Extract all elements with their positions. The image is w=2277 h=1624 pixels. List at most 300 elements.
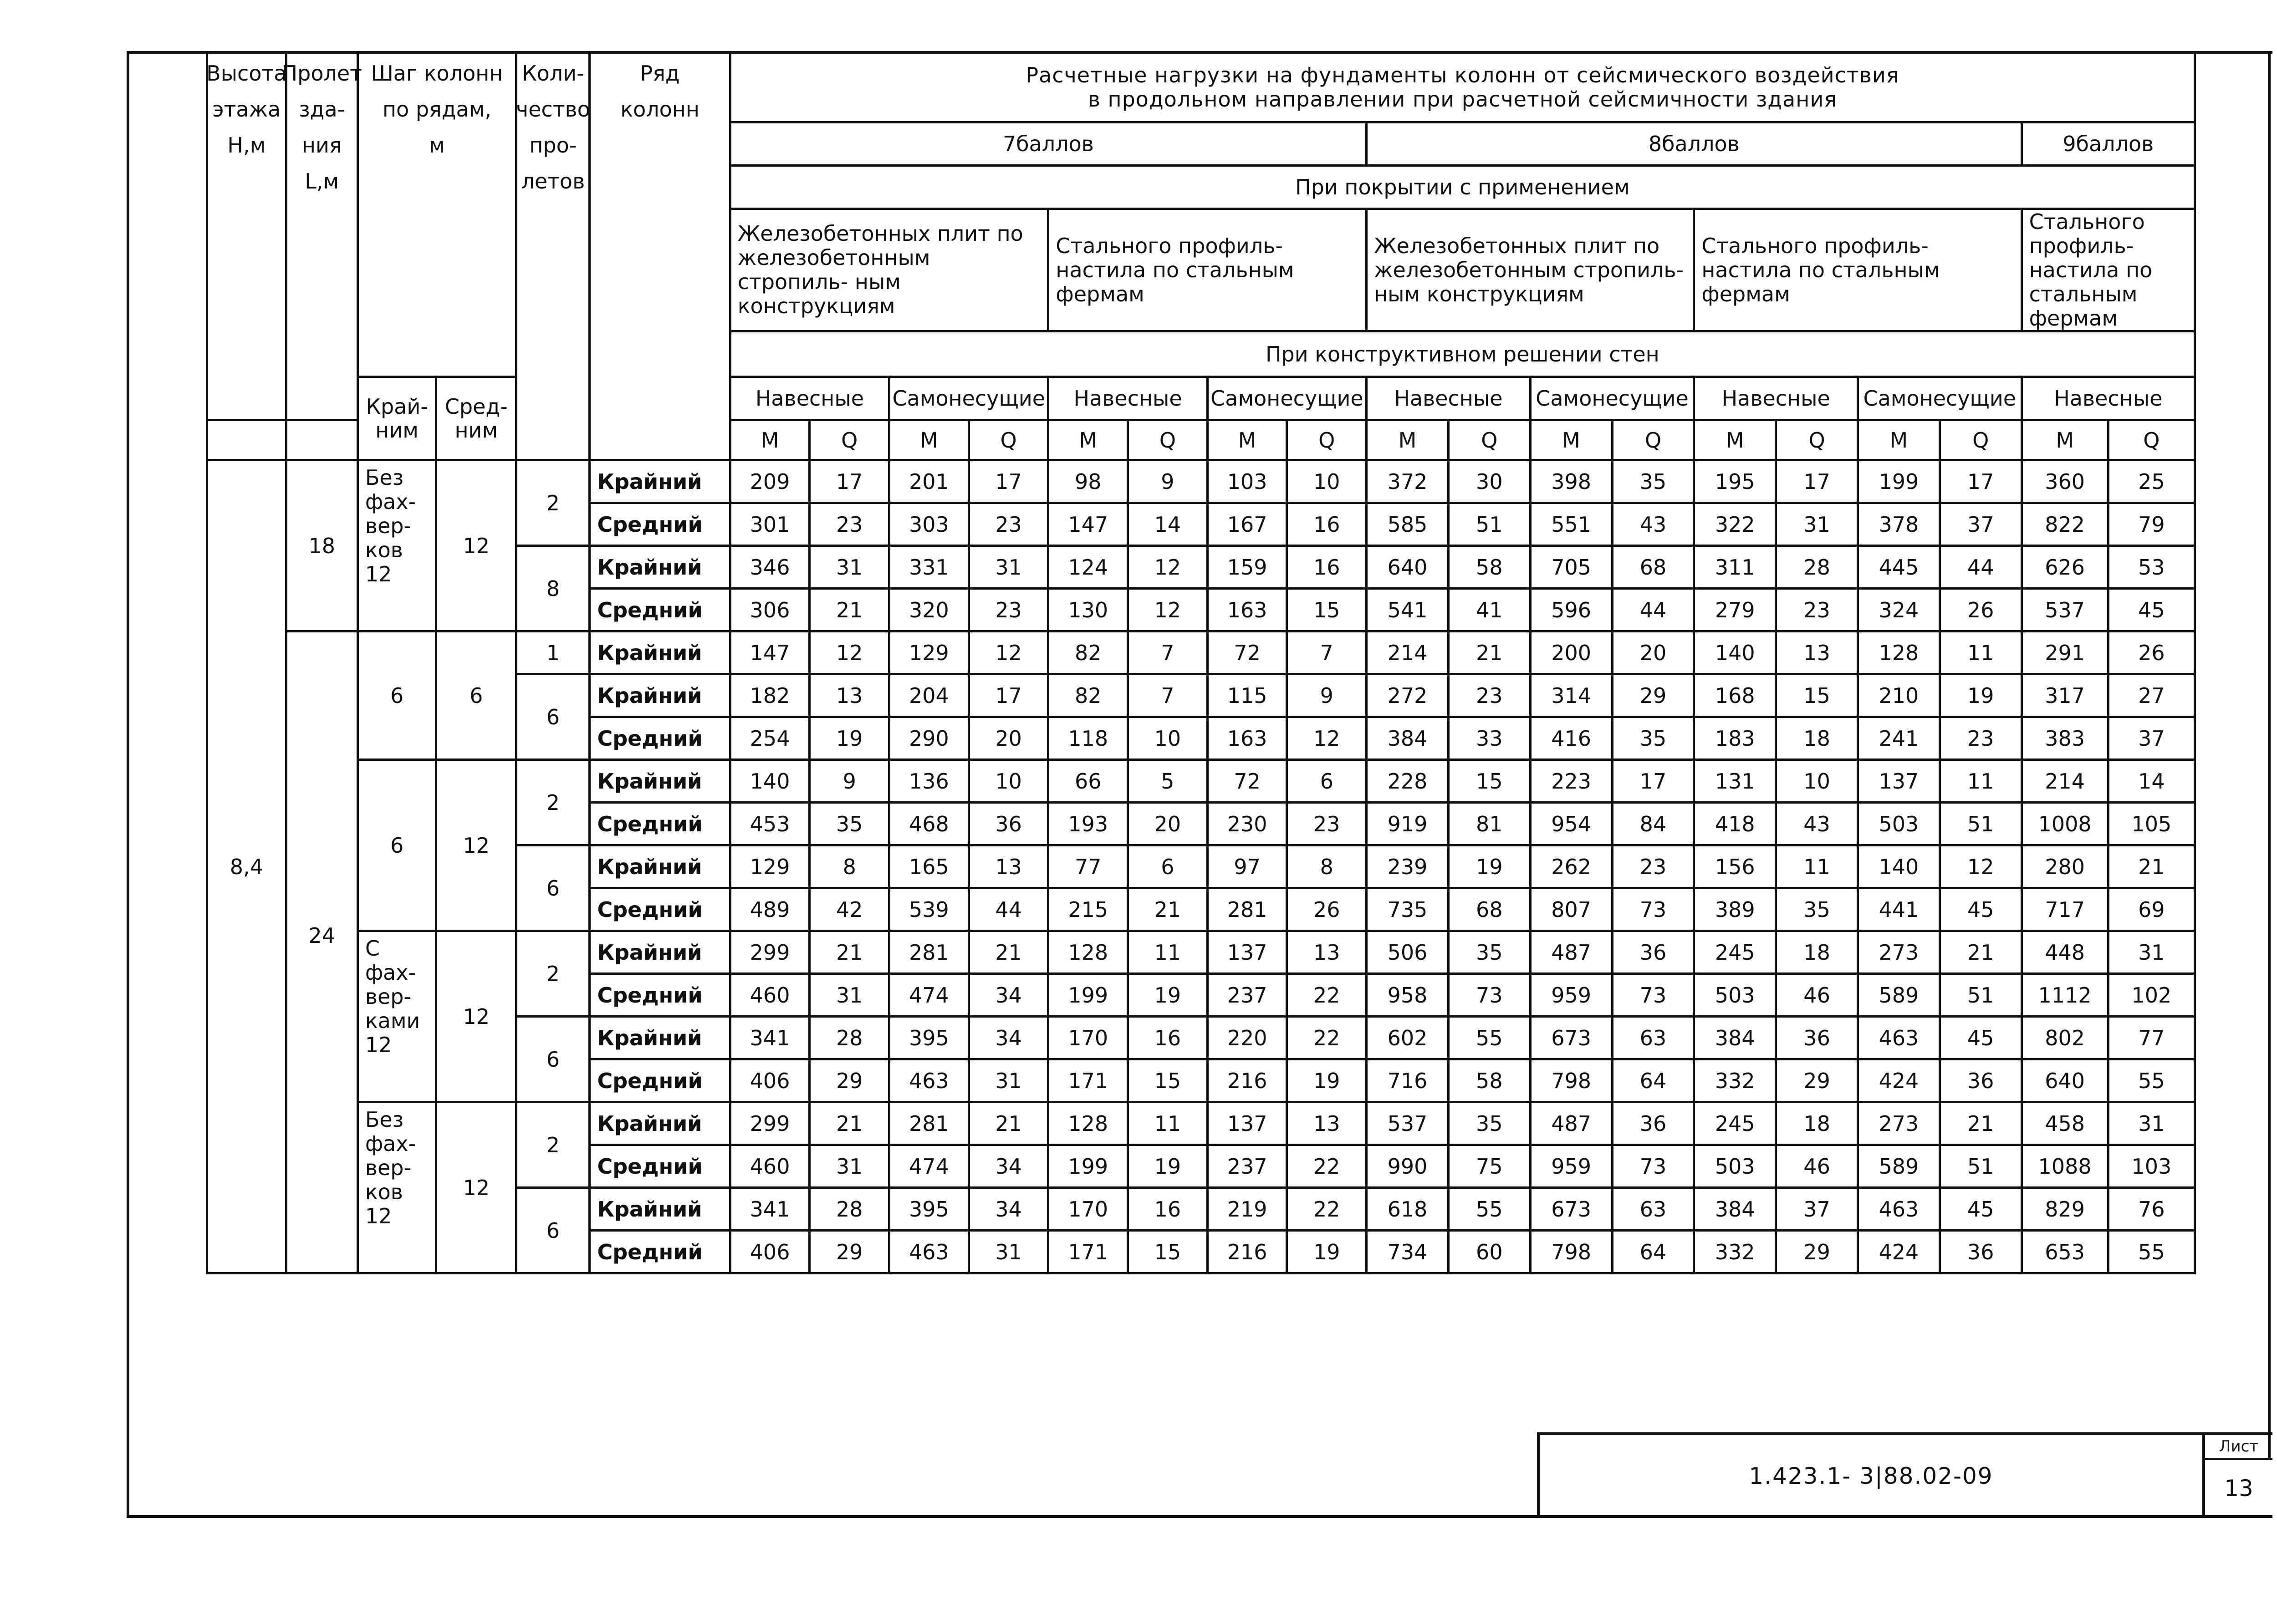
- mq-m: M: [1694, 420, 1776, 460]
- value-m: 241: [1858, 717, 1940, 760]
- span-count-cell: 6: [516, 1017, 590, 1102]
- value-m: 919: [1367, 803, 1449, 845]
- value-q: 20: [1128, 803, 1208, 845]
- value-q: 16: [1287, 503, 1367, 546]
- value-m: 317: [2022, 674, 2108, 717]
- column-row-label: Крайний: [590, 931, 730, 974]
- value-m: 489: [730, 888, 810, 931]
- value-q: 36: [969, 803, 1048, 845]
- column-row-label: Средний: [590, 974, 730, 1017]
- value-q: 23: [1776, 589, 1858, 631]
- value-q: 17: [810, 460, 889, 503]
- wall-selfbearing: Самонесущие: [1858, 377, 2022, 420]
- mq-q: Q: [810, 420, 889, 460]
- header-span-cont: [286, 420, 357, 460]
- value-m: 281: [889, 931, 969, 974]
- value-q: 6: [1287, 760, 1367, 803]
- value-m: 216: [1207, 1059, 1287, 1102]
- value-m: 585: [1367, 503, 1449, 546]
- floor-height-cell: 8,4: [207, 460, 286, 1273]
- value-m: 129: [730, 845, 810, 888]
- value-m: 445: [1858, 546, 1940, 589]
- value-m: 378: [1858, 503, 1940, 546]
- value-m: 82: [1048, 674, 1128, 717]
- value-m: 341: [730, 1188, 810, 1231]
- header-span: Пролет зда- ния L,м: [286, 52, 357, 420]
- value-m: 159: [1207, 546, 1287, 589]
- value-q: 23: [1940, 717, 2022, 760]
- value-m: 463: [1858, 1188, 1940, 1231]
- mq-m: M: [1048, 420, 1128, 460]
- value-q: 51: [1940, 803, 2022, 845]
- value-q: 64: [1612, 1231, 1694, 1273]
- value-q: 31: [810, 546, 889, 589]
- value-q: 11: [1128, 931, 1208, 974]
- value-m: 424: [1858, 1059, 1940, 1102]
- value-m: 137: [1207, 931, 1287, 974]
- value-m: 193: [1048, 803, 1128, 845]
- step-edge-cell: 6: [357, 760, 436, 931]
- value-q: 28: [810, 1017, 889, 1059]
- value-m: 990: [1367, 1145, 1449, 1188]
- value-q: 23: [1448, 674, 1530, 717]
- value-q: 28: [1776, 546, 1858, 589]
- value-q: 79: [2108, 503, 2195, 546]
- value-m: 165: [889, 845, 969, 888]
- span-count-cell: 1: [516, 631, 590, 674]
- value-m: 171: [1048, 1059, 1128, 1102]
- header-height-cont: [207, 420, 286, 460]
- cover-rc-7: Железобетонных плит по железобетонным стропиль- ным конструкциям: [730, 209, 1048, 331]
- mq-m: M: [1858, 420, 1940, 460]
- value-m: 147: [1048, 503, 1128, 546]
- value-q: 19: [1287, 1231, 1367, 1273]
- value-m: 331: [889, 546, 969, 589]
- value-m: 237: [1207, 1145, 1287, 1188]
- value-m: 416: [1530, 717, 1612, 760]
- value-q: 10: [1128, 717, 1208, 760]
- value-m: 673: [1530, 1017, 1612, 1059]
- value-q: 35: [810, 803, 889, 845]
- value-m: 311: [1694, 546, 1776, 589]
- value-m: 195: [1694, 460, 1776, 503]
- value-q: 36: [1776, 1017, 1858, 1059]
- value-q: 21: [969, 931, 1048, 974]
- value-q: 34: [969, 1188, 1048, 1231]
- value-q: 73: [1612, 974, 1694, 1017]
- value-q: 17: [969, 460, 1048, 503]
- value-m: 303: [889, 503, 969, 546]
- value-q: 31: [810, 1145, 889, 1188]
- header-step: Шаг колонн по рядам, м: [357, 52, 516, 377]
- span-count-cell: 6: [516, 1188, 590, 1273]
- value-q: 46: [1776, 974, 1858, 1017]
- value-m: 537: [2022, 589, 2108, 631]
- value-q: 58: [1448, 546, 1530, 589]
- value-q: 36: [1940, 1059, 2022, 1102]
- value-m: 424: [1858, 1231, 1940, 1273]
- value-m: 322: [1694, 503, 1776, 546]
- value-q: 36: [1612, 931, 1694, 974]
- value-q: 73: [1448, 974, 1530, 1017]
- step-middle-cell: 12: [436, 760, 516, 931]
- value-q: 22: [1287, 1145, 1367, 1188]
- step-edge-cell: С фах- вер- ками 12: [357, 931, 436, 1102]
- value-m: 167: [1207, 503, 1287, 546]
- value-q: 10: [1776, 760, 1858, 803]
- value-q: 13: [1287, 931, 1367, 974]
- wall-hinged: Навесные: [1367, 377, 1531, 420]
- value-q: 73: [1612, 1145, 1694, 1188]
- value-m: 418: [1694, 803, 1776, 845]
- value-m: 299: [730, 931, 810, 974]
- column-row-label: Крайний: [590, 1102, 730, 1145]
- value-q: 84: [1612, 803, 1694, 845]
- document-code: 1.423.1- 3|88.02-09: [1749, 1462, 1993, 1489]
- value-m: 798: [1530, 1231, 1612, 1273]
- mq-m: M: [730, 420, 810, 460]
- value-q: 11: [1940, 631, 2022, 674]
- value-m: 77: [1048, 845, 1128, 888]
- column-row-label: Крайний: [590, 460, 730, 503]
- span-count-cell: 6: [516, 674, 590, 760]
- value-q: 29: [1776, 1059, 1858, 1102]
- value-q: 7: [1287, 631, 1367, 674]
- value-q: 29: [810, 1231, 889, 1273]
- value-m: 98: [1048, 460, 1128, 503]
- value-m: 448: [2022, 931, 2108, 974]
- value-q: 6: [1128, 845, 1208, 888]
- value-q: 19: [1128, 974, 1208, 1017]
- cover-steel-8: Стального профиль- настила по стальным фермам: [1694, 209, 2022, 331]
- value-q: 11: [1128, 1102, 1208, 1145]
- value-q: 15: [1448, 760, 1530, 803]
- span-count-cell: 2: [516, 760, 590, 845]
- value-m: 137: [1858, 760, 1940, 803]
- value-m: 214: [1367, 631, 1449, 674]
- value-q: 51: [1940, 1145, 2022, 1188]
- value-q: 35: [1776, 888, 1858, 931]
- value-q: 8: [810, 845, 889, 888]
- column-row-label: Средний: [590, 717, 730, 760]
- value-m: 384: [1694, 1188, 1776, 1231]
- value-m: 384: [1694, 1017, 1776, 1059]
- value-q: 29: [810, 1059, 889, 1102]
- column-row-label: Крайний: [590, 546, 730, 589]
- column-row-label: Крайний: [590, 845, 730, 888]
- value-q: 64: [1612, 1059, 1694, 1102]
- value-q: 27: [2108, 674, 2195, 717]
- value-m: 1008: [2022, 803, 2108, 845]
- value-m: 398: [1530, 460, 1612, 503]
- step-middle-cell: 12: [436, 931, 516, 1102]
- value-m: 954: [1530, 803, 1612, 845]
- value-q: 75: [1448, 1145, 1530, 1188]
- value-m: 216: [1207, 1231, 1287, 1273]
- value-q: 31: [810, 974, 889, 1017]
- header-count: Коли- чество про- летов: [516, 52, 590, 460]
- value-m: 395: [889, 1017, 969, 1059]
- value-m: 487: [1530, 931, 1612, 974]
- value-q: 43: [1776, 803, 1858, 845]
- value-m: 395: [889, 1188, 969, 1231]
- value-m: 140: [730, 760, 810, 803]
- value-q: 23: [969, 503, 1048, 546]
- value-q: 12: [810, 631, 889, 674]
- value-q: 45: [1940, 888, 2022, 931]
- value-m: 129: [889, 631, 969, 674]
- column-row-label: Средний: [590, 1145, 730, 1188]
- value-m: 124: [1048, 546, 1128, 589]
- mq-m: M: [1530, 420, 1612, 460]
- header-height: Высота этажа Н,м: [207, 52, 286, 420]
- value-q: 20: [1612, 631, 1694, 674]
- value-m: 156: [1694, 845, 1776, 888]
- value-m: 128: [1048, 1102, 1128, 1145]
- step-middle-cell: 12: [436, 460, 516, 631]
- value-q: 29: [1776, 1231, 1858, 1273]
- value-m: 807: [1530, 888, 1612, 931]
- value-q: 21: [1448, 631, 1530, 674]
- value-m: 341: [730, 1017, 810, 1059]
- value-m: 281: [1207, 888, 1287, 931]
- cover-rc-8: Железобетонных плит по железобетонным стропиль- ным конструкциям: [1367, 209, 1694, 331]
- load-table: [206, 51, 2196, 1274]
- value-m: 204: [889, 674, 969, 717]
- value-q: 25: [2108, 460, 2195, 503]
- value-q: 31: [969, 1231, 1048, 1273]
- value-m: 128: [1858, 631, 1940, 674]
- column-row-label: Средний: [590, 888, 730, 931]
- cover-steel-7: Стального профиль- настила по стальным фермам: [1048, 209, 1367, 331]
- step-edge-cell: 6: [357, 631, 436, 760]
- value-m: 136: [889, 760, 969, 803]
- span-count-cell: 2: [516, 1102, 590, 1188]
- value-q: 12: [969, 631, 1048, 674]
- value-q: 20: [969, 717, 1048, 760]
- table-row: [207, 1102, 2195, 1145]
- value-m: 237: [1207, 974, 1287, 1017]
- step-middle-cell: 12: [436, 1102, 516, 1273]
- value-q: 53: [2108, 546, 2195, 589]
- column-row-label: Средний: [590, 1059, 730, 1102]
- value-m: 115: [1207, 674, 1287, 717]
- value-m: 716: [1367, 1059, 1449, 1102]
- value-q: 31: [2108, 1102, 2195, 1145]
- title-block: [1537, 1432, 2272, 1517]
- value-q: 36: [1612, 1102, 1694, 1145]
- value-q: 33: [1448, 717, 1530, 760]
- value-q: 19: [1448, 845, 1530, 888]
- value-q: 18: [1776, 931, 1858, 974]
- value-q: 7: [1128, 631, 1208, 674]
- value-m: 279: [1694, 589, 1776, 631]
- value-q: 45: [1940, 1017, 2022, 1059]
- value-q: 22: [1287, 1017, 1367, 1059]
- value-q: 13: [1776, 631, 1858, 674]
- value-m: 537: [1367, 1102, 1449, 1145]
- value-q: 12: [1128, 589, 1208, 631]
- value-m: 372: [1367, 460, 1449, 503]
- wall-selfbearing: Самонесущие: [1207, 377, 1366, 420]
- value-m: 128: [1048, 931, 1128, 974]
- value-q: 77: [2108, 1017, 2195, 1059]
- value-q: 34: [969, 1017, 1048, 1059]
- value-q: 44: [1940, 546, 2022, 589]
- cover-steel-9: Стального профиль- настила по стальным фермам: [2022, 209, 2195, 331]
- value-q: 105: [2108, 803, 2195, 845]
- value-q: 18: [1776, 717, 1858, 760]
- value-q: 7: [1128, 674, 1208, 717]
- value-q: 51: [1448, 503, 1530, 546]
- mq-m: M: [1367, 420, 1449, 460]
- value-q: 22: [1287, 974, 1367, 1017]
- value-q: 37: [2108, 717, 2195, 760]
- value-q: 41: [1448, 589, 1530, 631]
- column-row-label: Крайний: [590, 1188, 730, 1231]
- value-q: 26: [1287, 888, 1367, 931]
- value-q: 23: [810, 503, 889, 546]
- value-m: 82: [1048, 631, 1128, 674]
- value-m: 230: [1207, 803, 1287, 845]
- value-q: 55: [1448, 1017, 1530, 1059]
- value-m: 140: [1858, 845, 1940, 888]
- value-m: 503: [1694, 974, 1776, 1017]
- value-q: 43: [1612, 503, 1694, 546]
- value-q: 45: [1940, 1188, 2022, 1231]
- value-m: 460: [730, 974, 810, 1017]
- wall-hinged: Навесные: [1048, 377, 1207, 420]
- column-row-label: Средний: [590, 589, 730, 631]
- value-q: 51: [1940, 974, 2022, 1017]
- value-q: 15: [1128, 1059, 1208, 1102]
- value-q: 63: [1612, 1188, 1694, 1231]
- value-q: 35: [1448, 931, 1530, 974]
- value-m: 220: [1207, 1017, 1287, 1059]
- value-q: 37: [1776, 1188, 1858, 1231]
- value-q: 17: [1940, 460, 2022, 503]
- value-m: 626: [2022, 546, 2108, 589]
- value-m: 458: [2022, 1102, 2108, 1145]
- value-m: 280: [2022, 845, 2108, 888]
- value-m: 200: [1530, 631, 1612, 674]
- value-m: 959: [1530, 1145, 1612, 1188]
- value-m: 223: [1530, 760, 1612, 803]
- value-m: 210: [1858, 674, 1940, 717]
- table-row: [207, 931, 2195, 974]
- value-q: 23: [969, 589, 1048, 631]
- value-q: 68: [1448, 888, 1530, 931]
- table-title: Расчетные нагрузки на фундаменты колонн от сейсмического воздействия в продольном направлении при расчетной сейсмичности здания: [730, 52, 2195, 122]
- value-m: 163: [1207, 717, 1287, 760]
- value-q: 11: [1776, 845, 1858, 888]
- value-m: 130: [1048, 589, 1128, 631]
- value-m: 618: [1367, 1188, 1449, 1231]
- value-m: 147: [730, 631, 810, 674]
- value-q: 19: [1940, 674, 2022, 717]
- value-m: 272: [1367, 674, 1449, 717]
- value-q: 21: [1128, 888, 1208, 931]
- value-q: 9: [810, 760, 889, 803]
- value-q: 17: [969, 674, 1048, 717]
- span-count-cell: 8: [516, 546, 590, 631]
- value-m: 383: [2022, 717, 2108, 760]
- value-m: 506: [1367, 931, 1449, 974]
- value-m: 802: [2022, 1017, 2108, 1059]
- value-m: 589: [1858, 974, 1940, 1017]
- value-m: 463: [889, 1231, 969, 1273]
- mq-q: Q: [1612, 420, 1694, 460]
- value-m: 332: [1694, 1231, 1776, 1273]
- value-m: 958: [1367, 974, 1449, 1017]
- value-m: 199: [1858, 460, 1940, 503]
- value-m: 168: [1694, 674, 1776, 717]
- value-q: 14: [1128, 503, 1208, 546]
- value-q: 63: [1612, 1017, 1694, 1059]
- value-m: 239: [1367, 845, 1449, 888]
- value-q: 15: [1287, 589, 1367, 631]
- value-m: 589: [1858, 1145, 1940, 1188]
- value-m: 602: [1367, 1017, 1449, 1059]
- value-q: 31: [2108, 931, 2195, 974]
- mq-q: Q: [1448, 420, 1530, 460]
- value-m: 163: [1207, 589, 1287, 631]
- value-q: 23: [1287, 803, 1367, 845]
- value-m: 717: [2022, 888, 2108, 931]
- value-q: 81: [1448, 803, 1530, 845]
- value-q: 103: [2108, 1145, 2195, 1188]
- value-m: 829: [2022, 1188, 2108, 1231]
- value-q: 37: [1940, 503, 2022, 546]
- value-q: 19: [1287, 1059, 1367, 1102]
- header-step-edge: Край- ним: [357, 377, 436, 460]
- column-row-label: Средний: [590, 803, 730, 845]
- value-q: 30: [1448, 460, 1530, 503]
- value-m: 463: [889, 1059, 969, 1102]
- mq-q: Q: [969, 420, 1048, 460]
- value-m: 332: [1694, 1059, 1776, 1102]
- value-q: 36: [1940, 1231, 2022, 1273]
- step-middle-cell: 6: [436, 631, 516, 760]
- column-row-label: Крайний: [590, 631, 730, 674]
- value-q: 8: [1287, 845, 1367, 888]
- value-q: 55: [2108, 1231, 2195, 1273]
- value-m: 503: [1694, 1145, 1776, 1188]
- column-row-label: Крайний: [590, 674, 730, 717]
- value-m: 541: [1367, 589, 1449, 631]
- value-m: 215: [1048, 888, 1128, 931]
- span-count-cell: 2: [516, 460, 590, 546]
- value-m: 245: [1694, 1102, 1776, 1145]
- value-m: 503: [1858, 803, 1940, 845]
- value-q: 12: [1287, 717, 1367, 760]
- mq-q: Q: [1287, 420, 1367, 460]
- value-q: 9: [1128, 460, 1208, 503]
- column-row-label: Средний: [590, 503, 730, 546]
- value-q: 23: [1612, 845, 1694, 888]
- value-q: 73: [1612, 888, 1694, 931]
- value-q: 29: [1612, 674, 1694, 717]
- value-m: 140: [1694, 631, 1776, 674]
- value-m: 406: [730, 1231, 810, 1273]
- value-q: 21: [969, 1102, 1048, 1145]
- mq-q: Q: [1940, 420, 2022, 460]
- value-m: 170: [1048, 1188, 1128, 1231]
- value-q: 9: [1287, 674, 1367, 717]
- wall-hinged: Навесные: [730, 377, 889, 420]
- value-m: 137: [1207, 1102, 1287, 1145]
- value-m: 320: [889, 589, 969, 631]
